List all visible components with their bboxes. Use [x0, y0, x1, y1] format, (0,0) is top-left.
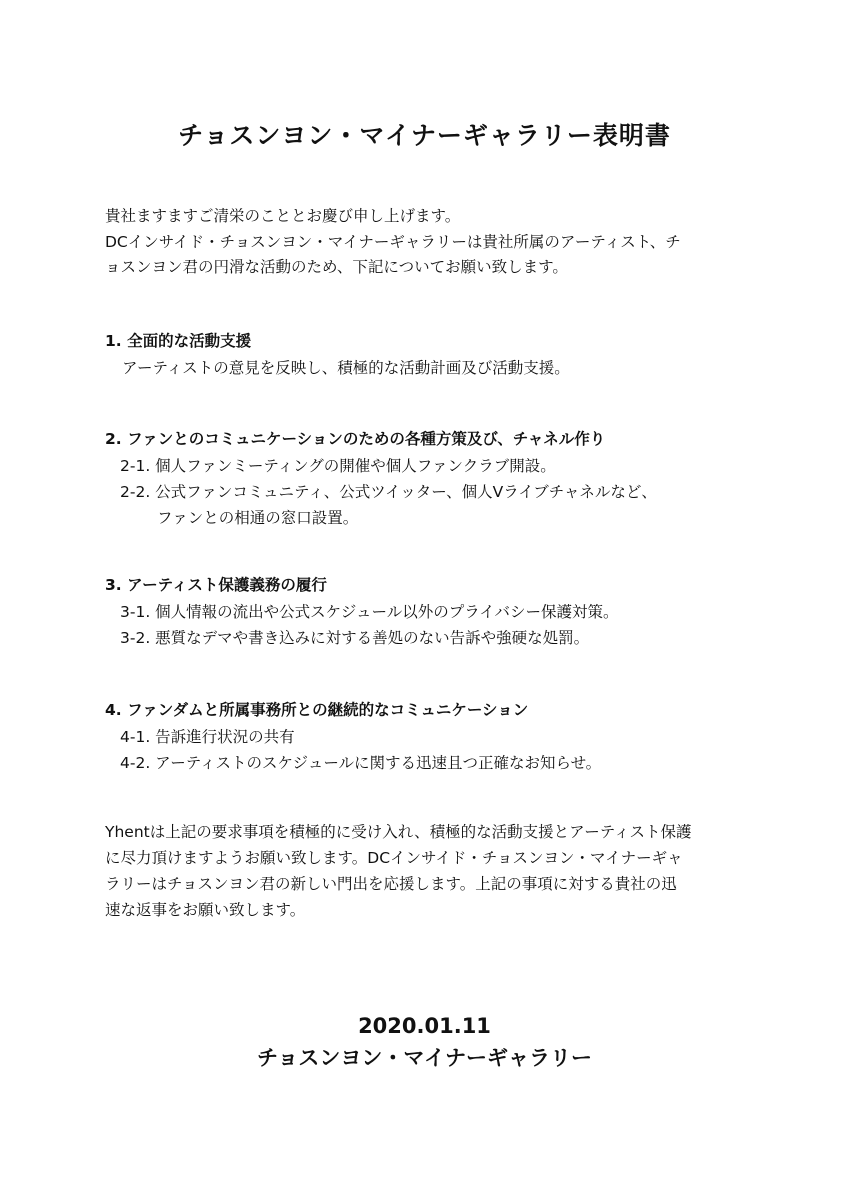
document-date: 2020.01.11 [358, 1014, 491, 1038]
section-item-continuation: ファンとの相通の窓口設置。 [157, 508, 359, 527]
section-3 [105, 573, 745, 651]
intro-line: DCインサイド・チョスンヨン・マイナーギャラリーは貴社所属のアーティスト、チ [105, 232, 681, 251]
closing-line: ラリーはチョスンヨン君の新しい門出を応援します。上記の事項に対する貴社の迅 [105, 875, 677, 893]
section-item: 2-2. 公式ファンコミュニティ、公式ツイッター、個人Vライブチャネルなど、 [120, 482, 657, 501]
section-item: 4-2. アーティストのスケジュールに関する迅速且つ正確なお知らせ。 [120, 753, 602, 772]
section-heading: 2. ファンとのコミュニケーションのための各種方策及び、チャネル作り [105, 430, 606, 448]
closing-line: 速な返事をお願い致します。 [105, 901, 306, 919]
closing-paragraph [105, 819, 745, 923]
section-1 [105, 329, 745, 381]
document-title: チョスンヨン・マイナーギャラリー表明書 [178, 121, 671, 150]
section-item: 3-1. 個人情報の流出や公式スケジュール以外のプライバシー保護対策。 [120, 602, 619, 621]
section-4 [105, 698, 745, 776]
section-heading: 4. ファンダムと所属事務所との継続的なコミュニケーション [105, 701, 529, 719]
intro-line: 貴社ますますご清栄のこととお慶び申し上げます。 [105, 207, 461, 225]
section-heading: 3. アーティスト保護義務の履行 [105, 576, 327, 594]
closing-line: に尽力頂けますようお願い致します。DCインサイド・チョスンヨン・マイナーギャ [105, 849, 683, 867]
section-2 [105, 427, 745, 531]
closing-line: Yhentは上記の要求事項を積極的に受け入れ、積極的な活動支援とアーティスト保護 [105, 823, 692, 841]
section-heading: 1. 全面的な活動支援 [105, 332, 252, 350]
document-signature: チョスンヨン・マイナーギャラリー [257, 1046, 592, 1070]
section-item: アーティストの意見を反映し、積極的な活動計画及び活動支援。 [122, 358, 570, 377]
section-item: 4-1. 告訴進行状況の共有 [120, 727, 295, 746]
intro-paragraph [105, 204, 745, 281]
section-item: 3-2. 悪質なデマや書き込みに対する善処のない告訴や強硬な処罰。 [120, 628, 590, 647]
section-item: 2-1. 個人ファンミーティングの開催や個人ファンクラブ開設。 [120, 456, 556, 475]
intro-line: ョスンヨン君の円滑な活動のため、下記についてお願い致します。 [105, 258, 568, 276]
